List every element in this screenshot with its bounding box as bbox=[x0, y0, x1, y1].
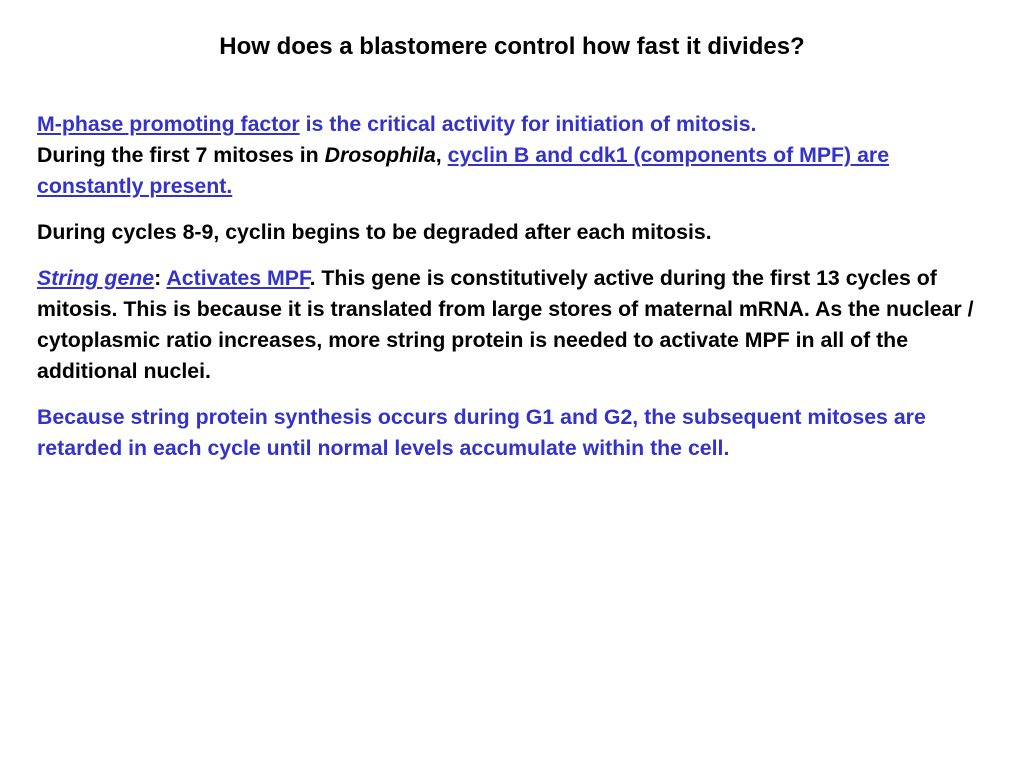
slide-body bbox=[37, 109, 982, 479]
drosophila-intro: During the first 7 mitoses in bbox=[37, 143, 325, 167]
mpf-statement: is the critical activity for initiation of mitosis. bbox=[299, 112, 757, 136]
colon-separator: : bbox=[154, 266, 167, 290]
paragraph-string-protein bbox=[37, 402, 982, 464]
species-name: Drosophila bbox=[324, 143, 436, 167]
string-gene-description: . This gene is constitutively active during the first 13 cycles of mitosis. This is because it is translated from large stores of maternal mRNA. As the nuclear / cytoplasmic ratio increases, more string protein is needed to activate MPF in all of the additional nuclei. bbox=[37, 266, 974, 383]
string-gene-link[interactable]: String gene bbox=[37, 266, 155, 290]
paragraph-string-gene bbox=[37, 263, 982, 387]
string-protein-text: Because string protein synthesis occurs during G1 and G2, the subsequent mitoses are retarded in each cycle until normal levels accumulate within the cell. bbox=[37, 405, 926, 460]
paragraph-cyclin-degradation bbox=[37, 217, 982, 248]
paragraph-mpf bbox=[37, 109, 982, 202]
cyclin-cdk1-link[interactable]: cyclin B and cdk1 (components of MPF) are constantly present. bbox=[37, 143, 890, 198]
mpf-link[interactable]: M-phase promoting factor bbox=[37, 112, 300, 136]
comma-separator: , bbox=[435, 143, 448, 167]
activates-mpf-link[interactable]: Activates MPF bbox=[166, 266, 310, 290]
cyclin-degradation-text: During cycles 8-9, cyclin begins to be degraded after each mitosis. bbox=[37, 220, 712, 244]
slide-title: How does a blastomere control how fast it divides? bbox=[219, 33, 805, 60]
